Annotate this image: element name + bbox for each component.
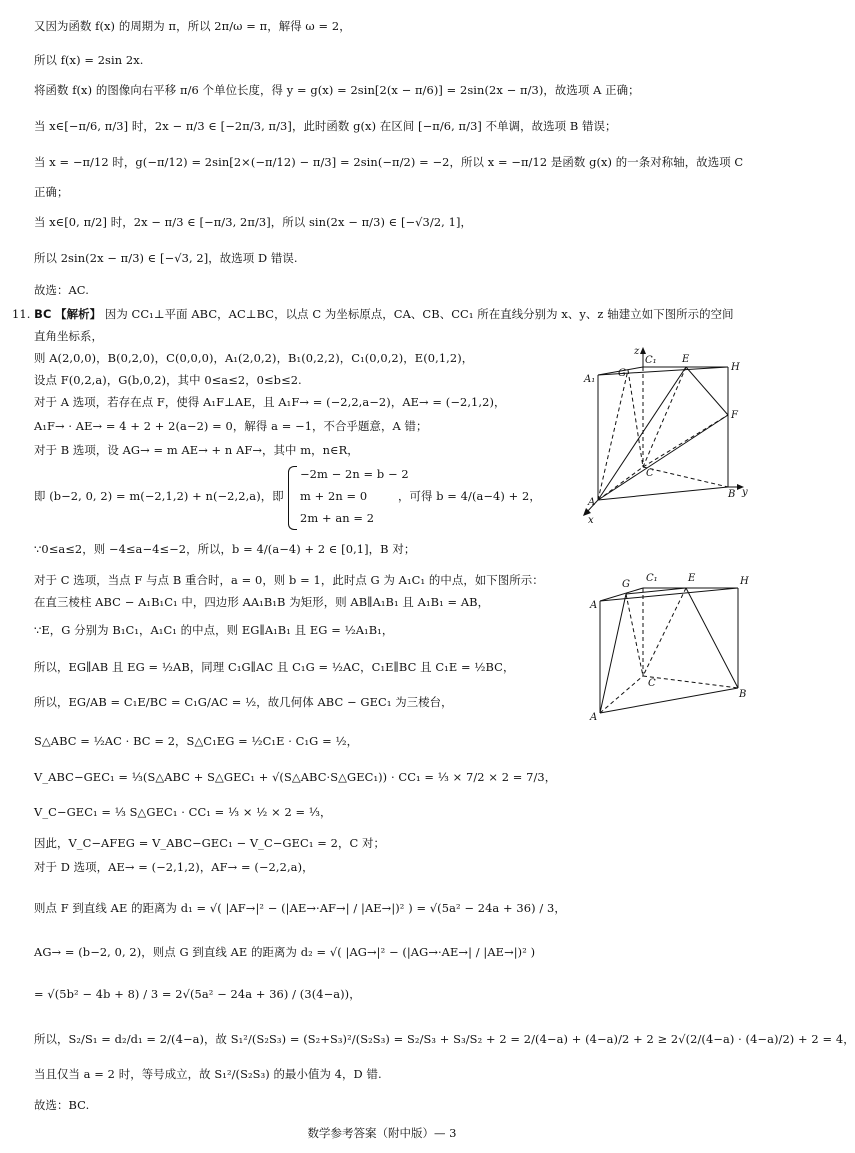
prism-figure-2 <box>588 568 750 724</box>
question-answer: BC <box>34 307 52 321</box>
text-line: 则 A(2,0,0)，B(0,2,0)，C(0,0,0)，A₁(2,0,2)，B₁(0,2,2)，C₁(0,0,2)，E(0,1,2)， <box>34 351 474 365</box>
figure-label: C <box>648 678 656 689</box>
line-eb <box>686 588 738 688</box>
line-ef <box>686 367 728 415</box>
text-line: 因此，V_C−AFEG = V_ABC−GEC₁ − V_C−GEC₁ = 2，C 对； <box>34 836 385 850</box>
text-line: 所以，S₂/S₁ = d₂/d₁ = 2/(4−a)，故 S₁²/(S₂S₃) = (S₂+S₃)²/(S₂S₃) = S₂/S₃ + S₃/S₂ + 2 = 2/(4−a) + (4−a)/2 + 2 ≥ 2√(2/(4−a) · (4−a)/2) + 2 = 4， <box>34 1032 855 1046</box>
text-line: 则点 F 到直线 AE 的距离为 d₁ = √( |AF→|² − (|AE→·AF→| / |AE→|)² ) = √(5a² − 24a + 36) / 3， <box>34 901 566 915</box>
figure-label: C₁ <box>646 573 658 584</box>
text-line: 在直三棱柱 ABC − A₁B₁C₁ 中，四边形 AA₁B₁B 为矩形，则 AB∥A₁B₁ 且 A₁B₁ = AB， <box>34 595 490 609</box>
figure-label: H <box>731 362 740 373</box>
text-line: 故选：BC. <box>34 1098 90 1112</box>
text-line: 正确； <box>34 185 69 199</box>
hidden-edge <box>643 367 686 467</box>
text-line: 所以 2sin(2x − π/3) ∈ [−√3, 2]，故选项 D 错误. <box>34 251 298 265</box>
edge <box>598 487 728 500</box>
text-line: 所以 f(x) = 2sin 2x. <box>34 53 144 67</box>
text-line: 当 x∈[−π/6, π/3] 时，2x − π/3 ∈ [−2π/3, π/3]，此时函数 g(x) 在区间 [−π/6, π/3] 不单调，故选项 B 错误； <box>34 119 617 133</box>
prism-figure-1 <box>578 345 750 525</box>
text-line: V_ABC−GEC₁ = ⅓(S△ABC + S△GEC₁ + √(S△ABC·S△GEC₁)) · CC₁ = ⅓ × 7/2 × 2 = 7/3， <box>34 770 557 784</box>
text-line: S△ABC = ½AC · BC = 2，S△C₁EG = ½C₁E · C₁G = ½， <box>34 734 359 748</box>
figure-label: x <box>588 515 594 526</box>
hidden-edge <box>598 370 628 500</box>
text-line: 对于 D 选项，AE→ = (−2,1,2)，AF→ = (−2,2,a)， <box>34 860 314 874</box>
text-line: 直角坐标系， <box>34 329 103 343</box>
z-arrow <box>640 347 646 354</box>
text-line: ∵E，G 分别为 B₁C₁，A₁C₁ 的中点，则 EG∥A₁B₁ 且 EG = ½A₁B₁， <box>34 623 394 637</box>
text-line: AG→ = (b−2, 0, 2)，则点 G 到直线 AE 的距离为 d₂ = √( |AG→|² − (|AG→·AE→| / |AE→|)² ) <box>34 945 536 959</box>
text-line: 对于 A 选项，若存在点 F，使得 A₁F⊥AE，且 A₁F→ = (−2,2,a−2)，AE→ = (−2,1,2)， <box>34 395 506 409</box>
text-line: 对于 C 选项，当点 F 与点 B 重合时，a = 0，则 b = 1，此时点 G 为 A₁C₁ 的中点，如下图所示： <box>34 573 544 587</box>
figure-label: B <box>728 489 736 500</box>
figure-label: C₁ <box>645 355 657 366</box>
question-number: 11. <box>12 307 31 321</box>
figure-label: A <box>590 712 598 723</box>
text-line: 设点 F(0,2,a)，G(b,0,2)，其中 0≤a≤2，0≤b≤2. <box>34 373 302 387</box>
line-ge <box>626 588 686 594</box>
text-line: 故选：AC. <box>34 283 89 297</box>
text-line: 将函数 f(x) 的图像向右平移 π/6 个单位长度，得 y = g(x) = 2sin[2(x − π/6)] = 2sin(2x − π/3)，故选项 A 正确； <box>34 83 640 97</box>
figure-label: E <box>688 573 696 584</box>
figure-label: H <box>740 576 749 587</box>
edge <box>600 688 738 713</box>
text-line: A₁F→ · AE→ = 4 + 2 + 2(a−2) = 0，解得 a = −1，不合乎题意，A 错； <box>34 419 428 433</box>
figure-label: z <box>634 346 640 357</box>
figure-label: A <box>588 497 596 508</box>
text-line: = √(5b² − 4b + 8) / 3 = 2√(5a² − 24a + 36) / (3(4−a))， <box>34 987 361 1001</box>
hidden-edge <box>628 370 643 467</box>
figure-label: C <box>646 468 654 479</box>
question-11-header <box>12 306 732 322</box>
figure-label: G <box>618 368 626 379</box>
hidden-edge <box>643 467 728 487</box>
figure-label: E <box>682 354 690 365</box>
text-line: 所以，EG/AB = C₁E/BC = C₁G/AC = ½，故几何体 ABC − GEC₁ 为三棱台， <box>34 695 453 709</box>
figure-label: G <box>622 579 630 590</box>
line-ag <box>600 594 626 713</box>
hidden-edge <box>626 594 643 676</box>
equation-row: m + 2n = 0 <box>300 489 368 503</box>
text-line: 又因为函数 f(x) 的周期为 π，所以 2π/ω = π，解得 ω = 2， <box>34 19 351 33</box>
equation-row: −2m − 2n = b − 2 <box>300 467 409 481</box>
text-line: 当 x∈[0, π/2] 时，2x − π/3 ∈ [−π/3, 2π/3]，所以 sin(2x − π/3) ∈ [−√3/2, 1]， <box>34 215 472 229</box>
figure-label: A₁ <box>584 374 596 385</box>
text-line: 即 (b−2, 0, 2) = m(−2,1,2) + n(−2,2,a)，即 <box>34 489 284 503</box>
hidden-edge <box>643 415 728 467</box>
figure-label: A <box>590 600 598 611</box>
page-footer: 数学参考答案（附中版）— 3 <box>307 1126 457 1140</box>
analysis-tag: 【解析】 <box>55 307 102 321</box>
figure-label: y <box>742 487 748 498</box>
text-line: V_C−GEC₁ = ⅓ S△GEC₁ · CC₁ = ⅓ × ½ × 2 = ⅓， <box>34 805 332 819</box>
hidden-edge <box>643 588 686 676</box>
line-ae <box>598 367 686 500</box>
line-af <box>598 415 728 500</box>
equation-row: 2m + an = 2 <box>300 511 375 525</box>
figure-label: B <box>739 689 747 700</box>
hidden-edge <box>643 676 738 688</box>
text-line: 对于 B 选项，设 AG→ = m AE→ + n AF→，其中 m，n∈R， <box>34 443 359 457</box>
text-line: 当且仅当 a = 2 时，等号成立，故 S₁²/(S₂S₃) 的最小值为 4，D 错. <box>34 1067 382 1081</box>
text-line: 因为 CC₁⊥平面 ABC，AC⊥BC，以点 C 为坐标原点，CA、CB、CC₁ 所在直线分别为 x、y、z 轴建立如下图所示的空间 <box>104 307 734 321</box>
figure-label: F <box>731 410 738 421</box>
text-line: ∵0≤a≤2，则 −4≤a−4≤−2，所以，b = 4/(a−4) + 2 ∈ [0,1]，B 对； <box>34 542 416 556</box>
text-line: ，可得 b = 4/(a−4) + 2， <box>398 489 541 503</box>
text-line: 当 x = −π/12 时，g(−π/12) = 2sin[2×(−π/12) − π/3] = 2sin(−π/2) = −2，所以 x = −π/12 是函数 g(x) 的一条对称轴，故选项 C <box>34 155 744 169</box>
equation-brace <box>288 466 297 530</box>
text-line: 所以，EG∥AB 且 EG = ½AB，同理 C₁G∥AC 且 C₁G = ½AC，C₁E∥BC 且 C₁E = ½BC， <box>34 660 515 674</box>
